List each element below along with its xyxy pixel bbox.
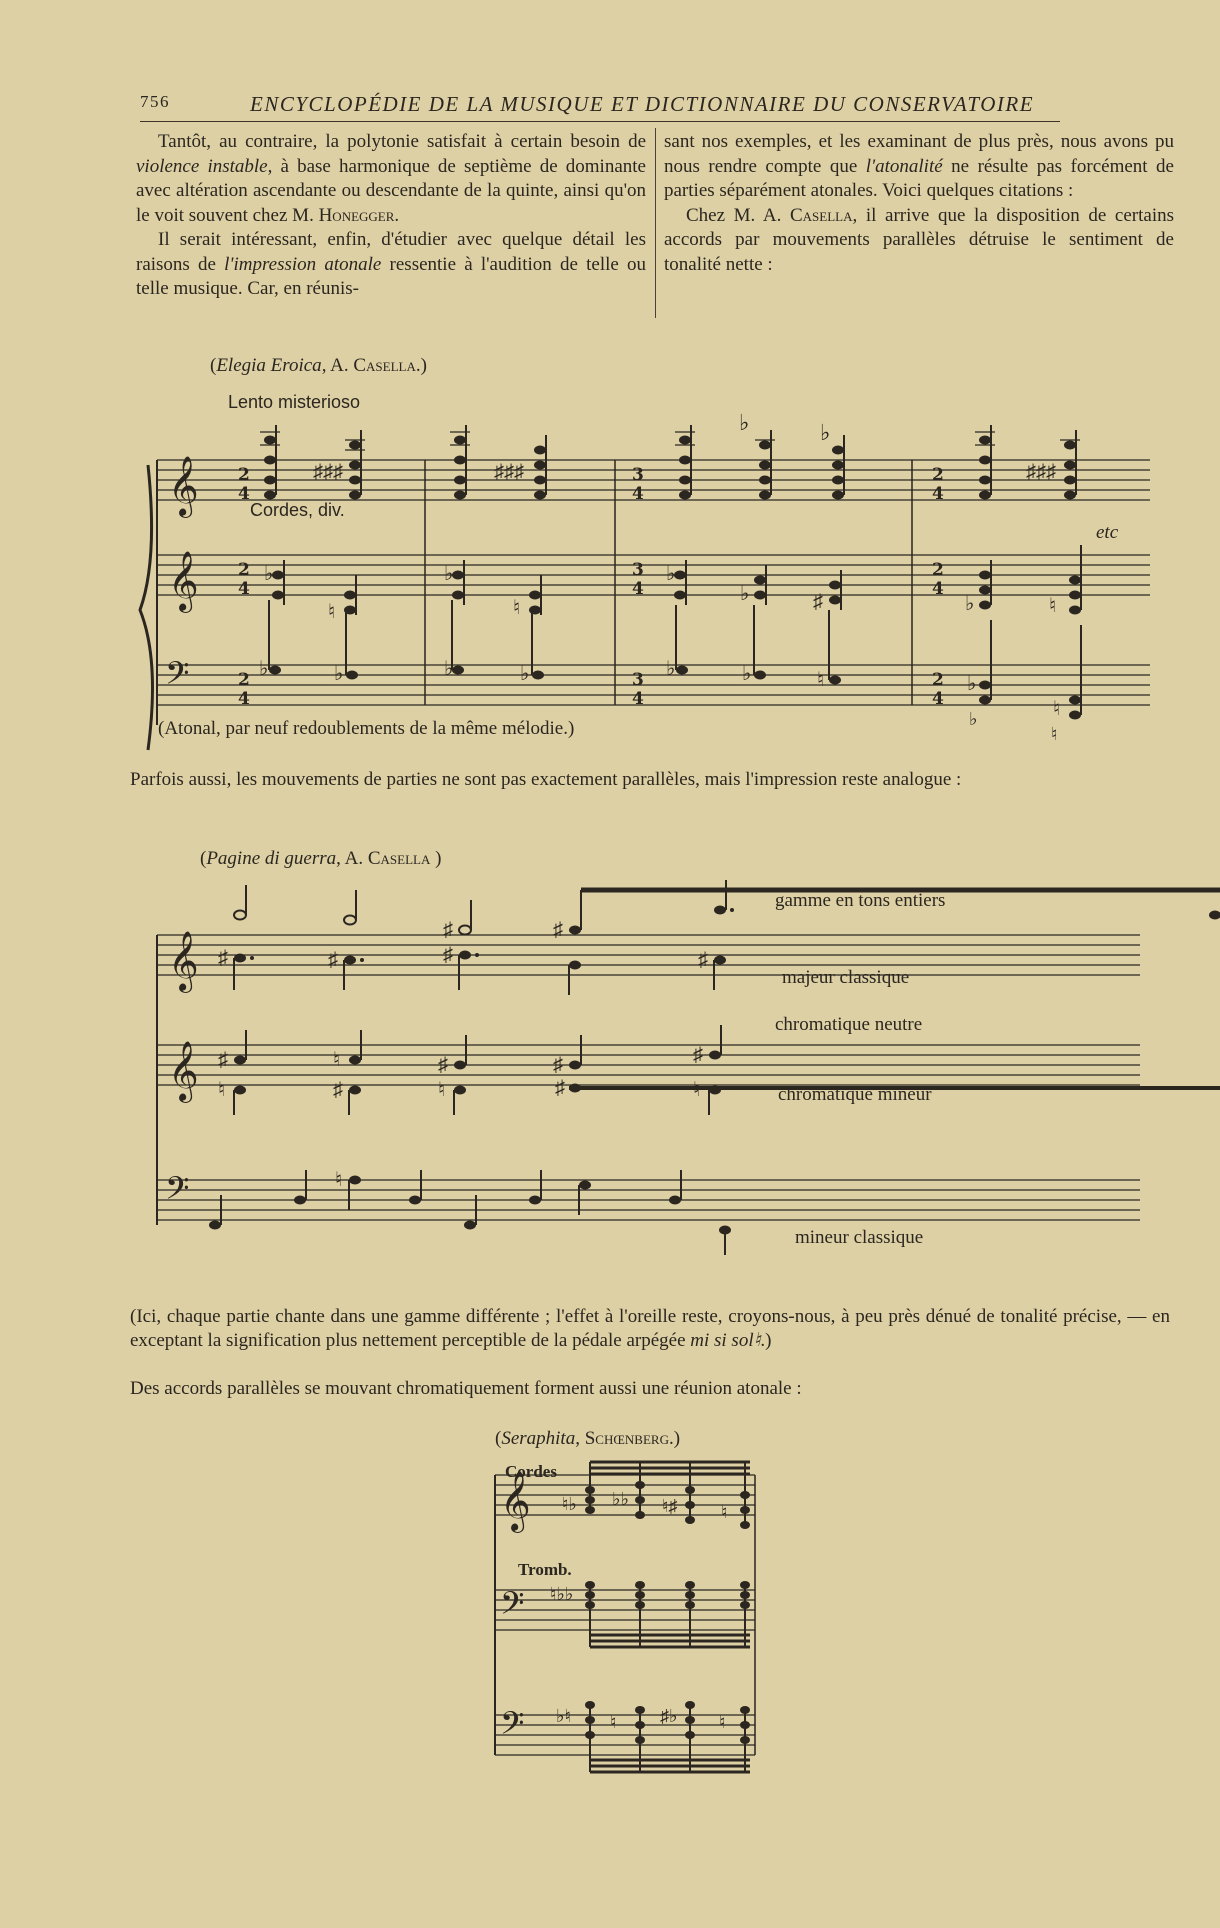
svg-text:♯♯♯: ♯♯♯ xyxy=(313,461,343,483)
label-chromatic-minor: chromatique mineur xyxy=(778,1084,932,1105)
svg-text:♭: ♭ xyxy=(742,663,752,685)
paragraph-parfois: Parfois aussi, les mouvements de parties ne sont pas exactement parallèles, mais l'impression reste analogue : xyxy=(130,769,962,790)
svg-text:♯♯♯: ♯♯♯ xyxy=(1026,461,1056,483)
chords-trombones xyxy=(550,1581,750,1647)
svg-text:♭: ♭ xyxy=(666,563,676,585)
svg-text:♮: ♮ xyxy=(693,1079,701,1101)
staff-bass xyxy=(495,1715,755,1755)
svg-text:♭: ♭ xyxy=(264,563,274,585)
example3-system xyxy=(495,1462,755,1772)
paragraph-ici: (Ici, chaque partie chante dans une gamme différente ; l'effet à l'oreille reste, croyons-nous, à peu près dénué de tonalité précise, — en exceptant la signification plus nettement perceptible de la pédale arpégée mi si sol♮.) xyxy=(130,1306,1170,1351)
staff-trombones xyxy=(495,1590,755,1630)
example3-caption: (Seraphita, Schœnberg.) xyxy=(495,1428,681,1449)
svg-text:3: 3 xyxy=(632,465,644,485)
svg-text:♯: ♯ xyxy=(553,919,563,941)
treble-clef-icon: 𝄞 xyxy=(168,1043,199,1100)
treble-clef-icon: 𝄞 xyxy=(168,933,199,990)
svg-text:4: 4 xyxy=(632,579,644,599)
svg-text:4: 4 xyxy=(632,484,644,504)
staff-1 xyxy=(157,460,1150,500)
notes-staff-c xyxy=(209,1169,731,1255)
svg-text:3: 3 xyxy=(632,560,644,580)
right-paragraph-2: Chez M. A. Casella, il arrive que la disposition de certains accords par mouvements parallèles détruise le sentiment de tonalité nette : xyxy=(664,204,1174,275)
treble-clef-icon: 𝄞 xyxy=(168,553,199,610)
svg-text:4: 4 xyxy=(238,579,250,599)
treble-clef-icon: 𝄞 xyxy=(500,1473,531,1530)
svg-text:♭: ♭ xyxy=(967,673,977,695)
svg-text:♮♭♭: ♮♭♭ xyxy=(550,1584,574,1604)
svg-text:♮: ♮ xyxy=(333,1049,341,1071)
notes-staff-a xyxy=(218,880,1220,995)
brace-icon xyxy=(140,465,153,750)
svg-text:2: 2 xyxy=(932,670,944,690)
svg-text:♭: ♭ xyxy=(334,663,344,685)
svg-text:♯: ♯ xyxy=(443,919,453,941)
svg-text:♮: ♮ xyxy=(1051,724,1058,744)
chords-staff-3 xyxy=(259,600,1081,744)
svg-text:2: 2 xyxy=(238,560,250,580)
svg-text:♮♭: ♮♭ xyxy=(562,1494,577,1514)
paragraph-accords: Des accords parallèles se mouvant chromatiquement forment aussi une réunion atonale : xyxy=(130,1378,802,1399)
example1-note: (Atonal, par neuf redoublements de la même mélodie.) xyxy=(158,718,575,739)
svg-text:♭♮: ♭♮ xyxy=(556,1706,571,1726)
svg-text:♯: ♯ xyxy=(333,1079,343,1101)
svg-text:4: 4 xyxy=(932,484,944,504)
left-paragraph-2: Il serait intéressant, enfin, d'étudier avec quelque détail les raisons de l'impression atonale ressentie à l'audition de telle ou telle musique. Car, en réunis- xyxy=(136,229,646,299)
svg-text:♯♯♯: ♯♯♯ xyxy=(494,461,524,483)
svg-text:2: 2 xyxy=(238,465,250,485)
svg-text:♮: ♮ xyxy=(438,1079,446,1101)
svg-text:4: 4 xyxy=(238,689,250,709)
svg-text:♭: ♭ xyxy=(820,420,831,445)
svg-text:♭: ♭ xyxy=(259,658,269,680)
svg-text:♮: ♮ xyxy=(721,1502,728,1522)
svg-text:3: 3 xyxy=(632,670,644,690)
svg-text:♯: ♯ xyxy=(693,1044,703,1066)
svg-text:2: 2 xyxy=(932,560,944,580)
svg-text:♮: ♮ xyxy=(328,601,336,623)
example1-caption: (Elegia Eroica, A. Casella.) xyxy=(210,355,427,376)
svg-text:♭♭: ♭♭ xyxy=(612,1489,629,1509)
svg-text:4: 4 xyxy=(632,689,644,709)
svg-text:♭: ♭ xyxy=(739,410,750,435)
svg-text:♮: ♮ xyxy=(335,1169,343,1191)
example1-system xyxy=(140,410,1150,750)
svg-text:♭: ♭ xyxy=(740,583,750,605)
page-number: 756 xyxy=(140,92,170,111)
svg-text:♮: ♮ xyxy=(817,669,825,691)
right-paragraph-1: sant nos exemples, et les examinant de plus près, nous avons pu nous rendre compte que l'atonalité ne résulte pas forcément de parties séparément atonales. Voici quelques citations : xyxy=(664,131,1174,201)
svg-text:♯: ♯ xyxy=(218,947,228,969)
example1-tempo: Lento misterioso xyxy=(228,392,361,412)
svg-text:2: 2 xyxy=(238,670,250,690)
chords-staff-1 xyxy=(260,410,1080,500)
svg-text:♮: ♮ xyxy=(1049,595,1057,617)
label-chromatic-neutral: chromatique neutre xyxy=(775,1014,923,1035)
label-minor: mineur classique xyxy=(795,1227,924,1248)
left-paragraph-1: Tantôt, au contraire, la polytonie satisfait à certain besoin de violence instable, à base harmonique de septième de dominante avec altération ascendante ou descendante de la quinte, ainsi qu'on le voit souvent chez M. Honegger. xyxy=(136,131,646,226)
svg-text:♯: ♯ xyxy=(555,1077,565,1099)
svg-text:♯: ♯ xyxy=(698,949,708,971)
svg-text:♭: ♭ xyxy=(965,593,975,615)
chords-bass xyxy=(556,1701,750,1772)
bass-clef-icon: 𝄢 xyxy=(165,657,190,699)
svg-text:♯: ♯ xyxy=(813,591,823,613)
header-title: ENCYCLOPÉDIE DE LA MUSIQUE ET DICTIONNAIRE DU CONSERVATOIRE xyxy=(250,92,1035,116)
svg-text:♯: ♯ xyxy=(438,1054,448,1076)
chords-staff-2 xyxy=(264,545,1081,623)
treble-clef-icon: 𝄞 xyxy=(168,458,199,515)
staff-a xyxy=(157,935,1140,975)
label-tromb: Tromb. xyxy=(518,1560,572,1579)
bass-clef-icon: 𝄢 xyxy=(165,1172,190,1214)
svg-text:♭: ♭ xyxy=(666,658,676,680)
svg-text:♯: ♯ xyxy=(218,1049,228,1071)
svg-text:♭: ♭ xyxy=(444,658,454,680)
bass-clef-icon: 𝄢 xyxy=(500,1707,525,1749)
svg-text:4: 4 xyxy=(932,689,944,709)
svg-text:4: 4 xyxy=(932,579,944,599)
label-whole-tone: gamme en tons entiers xyxy=(775,890,946,911)
svg-text:♭: ♭ xyxy=(969,709,978,729)
svg-text:♯: ♯ xyxy=(553,1054,563,1076)
notes-staff-b xyxy=(218,1025,1220,1115)
example2-caption: (Pagine di guerra, A. Casella ) xyxy=(200,848,442,869)
staff-3 xyxy=(157,665,1150,705)
example1-instrument: Cordes, div. xyxy=(250,500,345,520)
bass-clef-icon: 𝄢 xyxy=(500,1587,525,1629)
staff-2 xyxy=(157,555,1150,595)
label-cordes: Cordes xyxy=(505,1462,557,1481)
svg-text:2: 2 xyxy=(932,465,944,485)
svg-text:♮♯: ♮♯ xyxy=(662,1496,678,1516)
svg-text:♮: ♮ xyxy=(719,1712,726,1732)
svg-text:♯♭: ♯♭ xyxy=(660,1706,678,1726)
svg-text:♯: ♯ xyxy=(328,949,338,971)
example1-etc: etc xyxy=(1096,522,1119,543)
staff-b xyxy=(157,1045,1140,1085)
example2-system xyxy=(157,880,1220,1255)
svg-text:♮: ♮ xyxy=(218,1079,226,1101)
svg-text:♮: ♮ xyxy=(513,597,521,619)
svg-text:♯: ♯ xyxy=(443,944,453,966)
svg-text:♮: ♮ xyxy=(610,1712,617,1732)
label-major: majeur classique xyxy=(782,967,910,988)
svg-text:♭: ♭ xyxy=(520,663,530,685)
svg-text:4: 4 xyxy=(238,484,250,504)
svg-text:♮: ♮ xyxy=(1053,698,1061,720)
svg-text:♭: ♭ xyxy=(444,563,454,585)
